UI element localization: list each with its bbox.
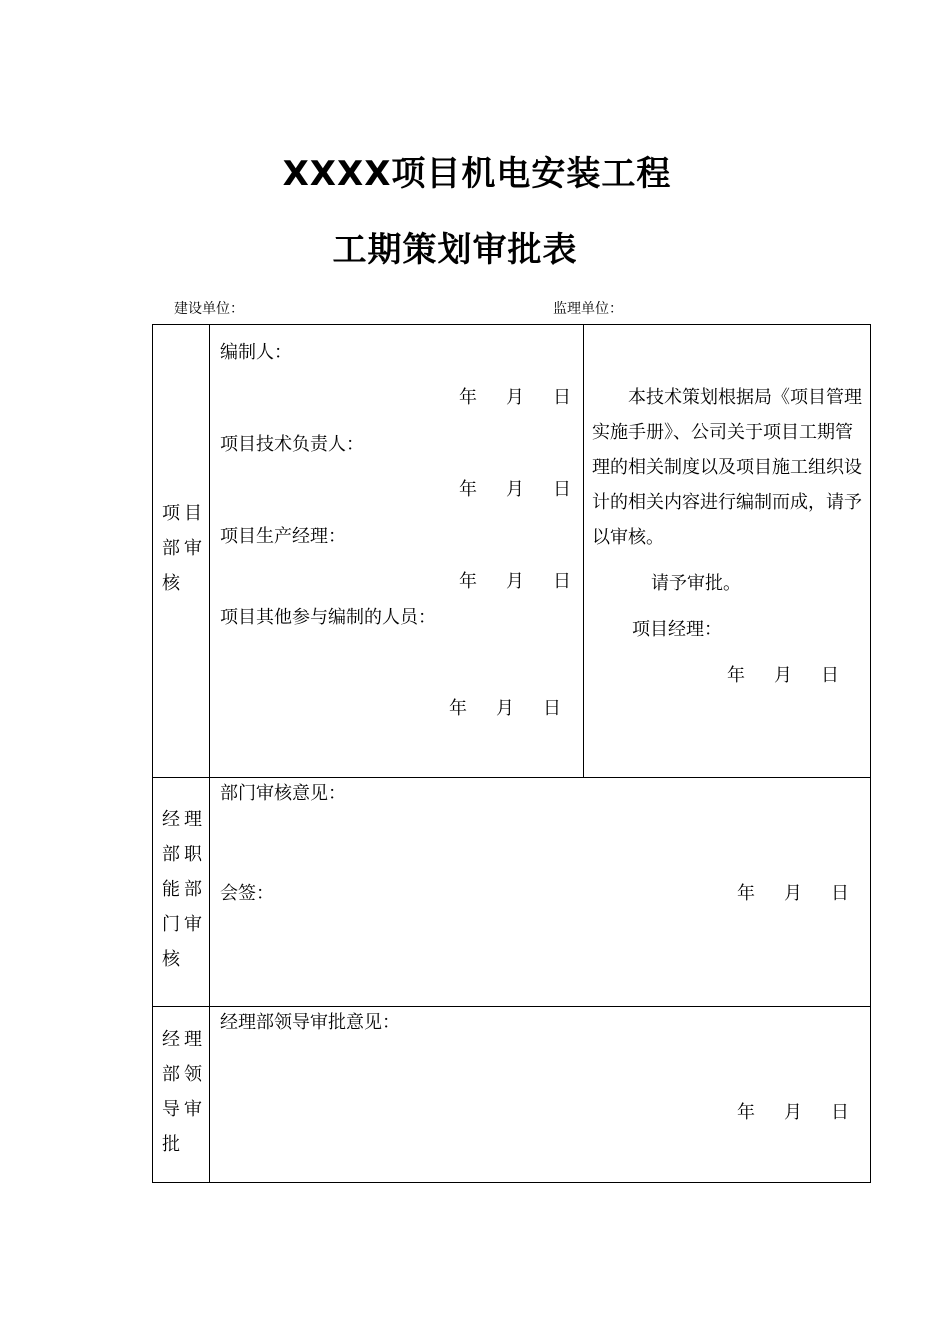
production-manager-date [459, 573, 571, 591]
production-manager-label: 项目生产经理： [220, 526, 346, 547]
day-label: 日 [821, 665, 839, 686]
section1-label: 项目部审核 [162, 503, 206, 594]
compiler-date [459, 389, 571, 407]
other-participants-date [449, 700, 561, 718]
other-participants-label: 项目其他参与编制的人员： [220, 607, 436, 628]
section3-label: 经理部领导审批 [162, 1029, 206, 1155]
row-divider-2 [153, 1006, 870, 1007]
year-label: 年 [727, 665, 745, 686]
compiler-label: 编制人： [220, 342, 292, 363]
document-title: XXXX项目机电安装工程 [282, 154, 672, 194]
month-label: 月 [496, 698, 514, 719]
tech-lead-label: 项目技术负责人： [220, 434, 364, 455]
day-label: 日 [553, 479, 571, 500]
day-label: 日 [831, 1102, 849, 1123]
countersign-date [737, 885, 849, 903]
day-label: 日 [831, 883, 849, 904]
year-label: 年 [449, 698, 467, 719]
supervision-unit-label: 监理单位： [553, 301, 623, 317]
year-label: 年 [459, 387, 477, 408]
day-label: 日 [543, 698, 561, 719]
section1-middle-divider [583, 325, 584, 777]
approval-table [152, 324, 871, 1183]
month-label: 月 [784, 883, 802, 904]
row-divider-1 [153, 777, 870, 778]
tech-lead-date [459, 481, 571, 499]
approval-request: 请予审批。 [651, 573, 741, 594]
year-label: 年 [459, 571, 477, 592]
dept-opinion-label: 部门审核意见： [220, 783, 346, 804]
year-label: 年 [737, 1102, 755, 1123]
month-label: 月 [506, 571, 524, 592]
year-label: 年 [459, 479, 477, 500]
planning-statement: 本技术策划根据局《项目管理实施手册》、公司关于项目工期管理的相关制度以及项目施工组织设计的相关内容进行编制而成，请予以审核。 [592, 387, 862, 548]
month-label: 月 [506, 387, 524, 408]
day-label: 日 [553, 571, 571, 592]
leader-opinion-label: 经理部领导审批意见： [220, 1012, 400, 1033]
month-label: 月 [784, 1102, 802, 1123]
countersign-label: 会签： [220, 883, 274, 904]
project-manager-label: 项目经理： [632, 619, 722, 640]
day-label: 日 [553, 387, 571, 408]
leader-approval-date [737, 1104, 849, 1122]
month-label: 月 [506, 479, 524, 500]
construction-unit-label: 建设单位： [174, 301, 244, 317]
section2-label: 经理部职能部门审核 [162, 809, 206, 970]
month-label: 月 [774, 665, 792, 686]
document-subtitle: 工期策划审批表 [332, 230, 578, 270]
label-column-divider [209, 325, 210, 1183]
year-label: 年 [737, 883, 755, 904]
project-manager-date [727, 667, 839, 685]
